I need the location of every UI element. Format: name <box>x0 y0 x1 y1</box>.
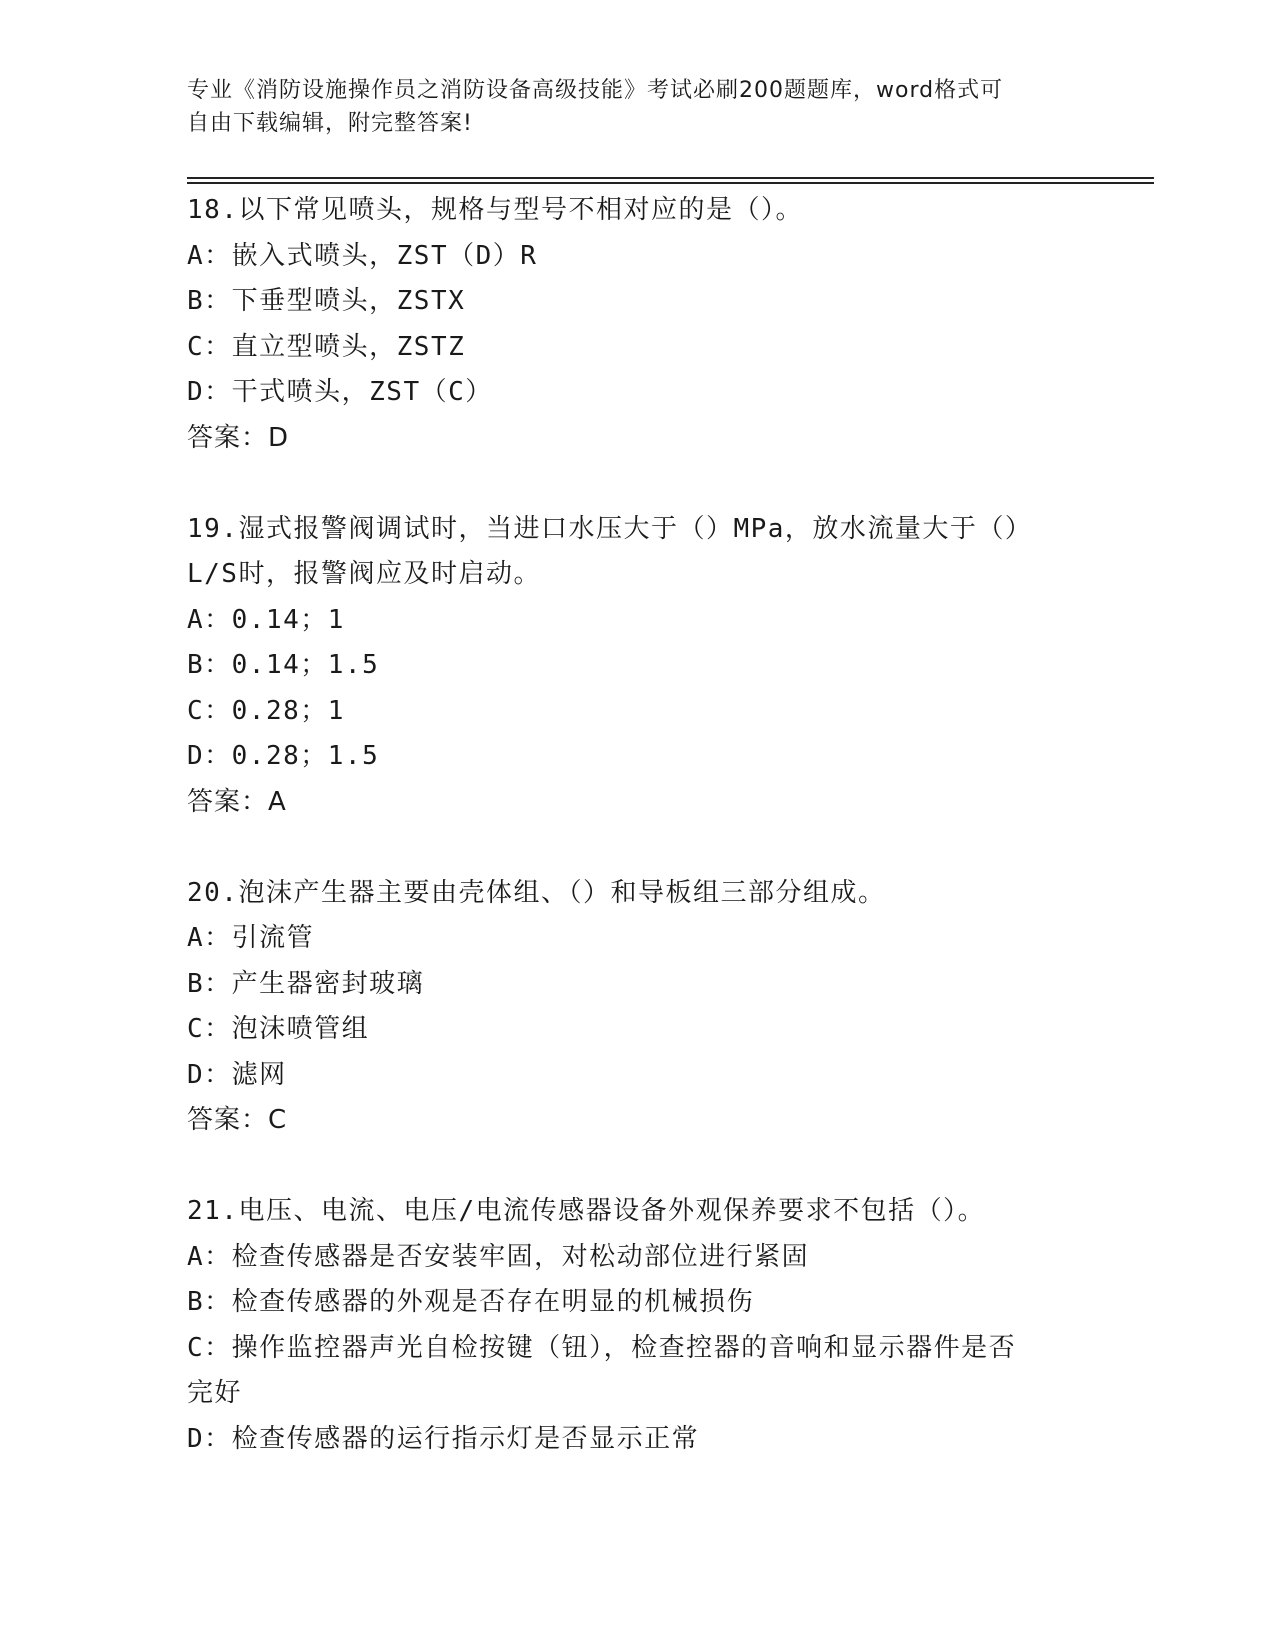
question-stem: 21.电压、电流、电压/电流传感器设备外观保养要求不包括（）。 <box>187 1196 986 1226</box>
spacer <box>187 825 1087 871</box>
option-b: B：下垂型喷头，ZSTX <box>187 286 466 316</box>
header-line-1: 专业《消防设施操作员之消防设备高级技能》考试必刷200题题库，word格式可 <box>187 78 1004 103</box>
option-d: D：检查传感器的运行指示灯是否显示正常 <box>187 1423 700 1454</box>
option-c-continued: 完好 <box>187 1378 243 1408</box>
question-stem: 19.湿式报警阀调试时，当进口水压大于（）MPa，放水流量大于（） <box>187 513 1033 544</box>
option-d: D：0.28；1.5 <box>187 741 380 771</box>
option-c: C：直立型喷头，ZSTZ <box>187 331 466 362</box>
option-a: A：0.14；1 <box>187 604 345 635</box>
question-20 <box>187 871 1087 1144</box>
answer-label: 答案：D <box>187 422 290 453</box>
option-d: D：滤网 <box>187 1059 287 1090</box>
answer-label: 答案：A <box>187 786 287 817</box>
spacer <box>187 461 1087 507</box>
question-list <box>187 188 1087 1462</box>
option-a: A：检查传感器是否安装牢固，对松动部位进行紧固 <box>187 1241 810 1272</box>
document-header <box>187 74 1067 140</box>
option-c: C：0.28；1 <box>187 695 345 726</box>
header-line-2: 自由下载编辑，附完整答案! <box>187 111 473 136</box>
spacer <box>187 1144 1087 1190</box>
question-18 <box>187 188 1087 461</box>
option-c: C：操作监控器声光自检按键（钮），检查控器的音响和显示器件是否 <box>187 1332 1017 1363</box>
option-a: A：嵌入式喷头，ZST（D）R <box>187 240 538 271</box>
question-stem-continued: L/S时，报警阀应及时启动。 <box>187 559 541 589</box>
header-divider-top <box>187 177 1154 179</box>
option-b: B：0.14；1.5 <box>187 650 380 680</box>
option-d: D：干式喷头，ZST（C） <box>187 377 493 407</box>
header-divider-bottom <box>187 182 1154 184</box>
answer-label: 答案：C <box>187 1105 288 1135</box>
question-21 <box>187 1189 1087 1462</box>
option-c: C：泡沫喷管组 <box>187 1014 370 1044</box>
option-a: A：引流管 <box>187 923 315 953</box>
question-stem: 18.以下常见喷头，规格与型号不相对应的是（）。 <box>187 195 803 225</box>
option-b: B：检查传感器的外观是否存在明显的机械损伤 <box>187 1287 755 1317</box>
option-b: B：产生器密封玻璃 <box>187 968 425 999</box>
question-19 <box>187 507 1087 826</box>
question-stem: 20.泡沫产生器主要由壳体组、（）和导板组三部分组成。 <box>187 877 886 908</box>
